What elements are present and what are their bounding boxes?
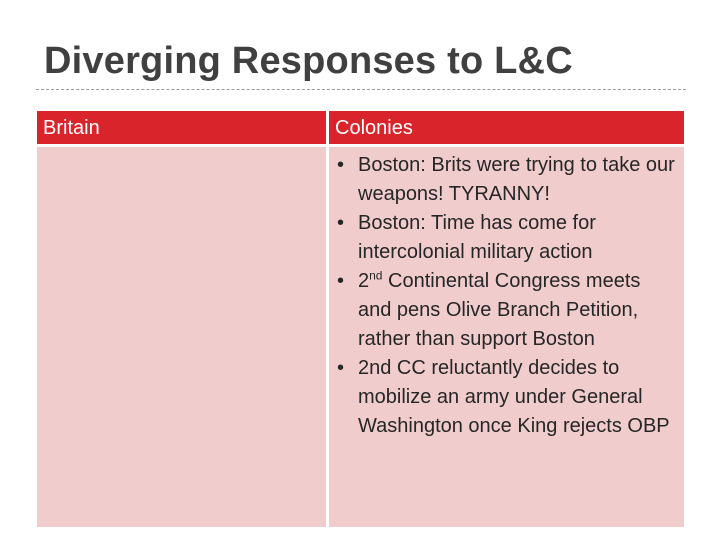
- comparison-table: [37, 111, 684, 527]
- bullet-icon: •: [337, 357, 345, 379]
- britain-cell: [37, 147, 326, 527]
- list-item: [337, 209, 676, 267]
- bullet-icon: •: [337, 270, 345, 292]
- colonies-cell: [329, 147, 684, 527]
- list-item: [337, 354, 676, 441]
- title-divider: [36, 89, 686, 90]
- bullet-icon: •: [337, 154, 345, 176]
- bullet-text: Boston: Brits were trying to take our weapons! TYRANNY!: [358, 154, 675, 205]
- bullet-text-number: 2: [358, 270, 370, 292]
- bullet-text-ordinal: nd: [369, 268, 383, 283]
- list-item: [337, 267, 676, 354]
- header-britain: Britain: [37, 111, 326, 144]
- list-item: [337, 151, 676, 209]
- bullet-text: Continental Congress meets and pens Olive Branch Petition, rather than support Boston: [358, 270, 641, 350]
- slide-title: Diverging Responses to L&C: [44, 40, 573, 82]
- bullet-text: 2nd CC reluctantly decides to mobilize an army under General Washington once King rejects OBP: [358, 357, 670, 437]
- bullet-text: Boston: Time has come for intercolonial military action: [358, 212, 596, 263]
- colonies-bullet-list: [329, 147, 684, 441]
- bullet-icon: •: [337, 212, 345, 234]
- header-colonies: Colonies: [329, 111, 684, 144]
